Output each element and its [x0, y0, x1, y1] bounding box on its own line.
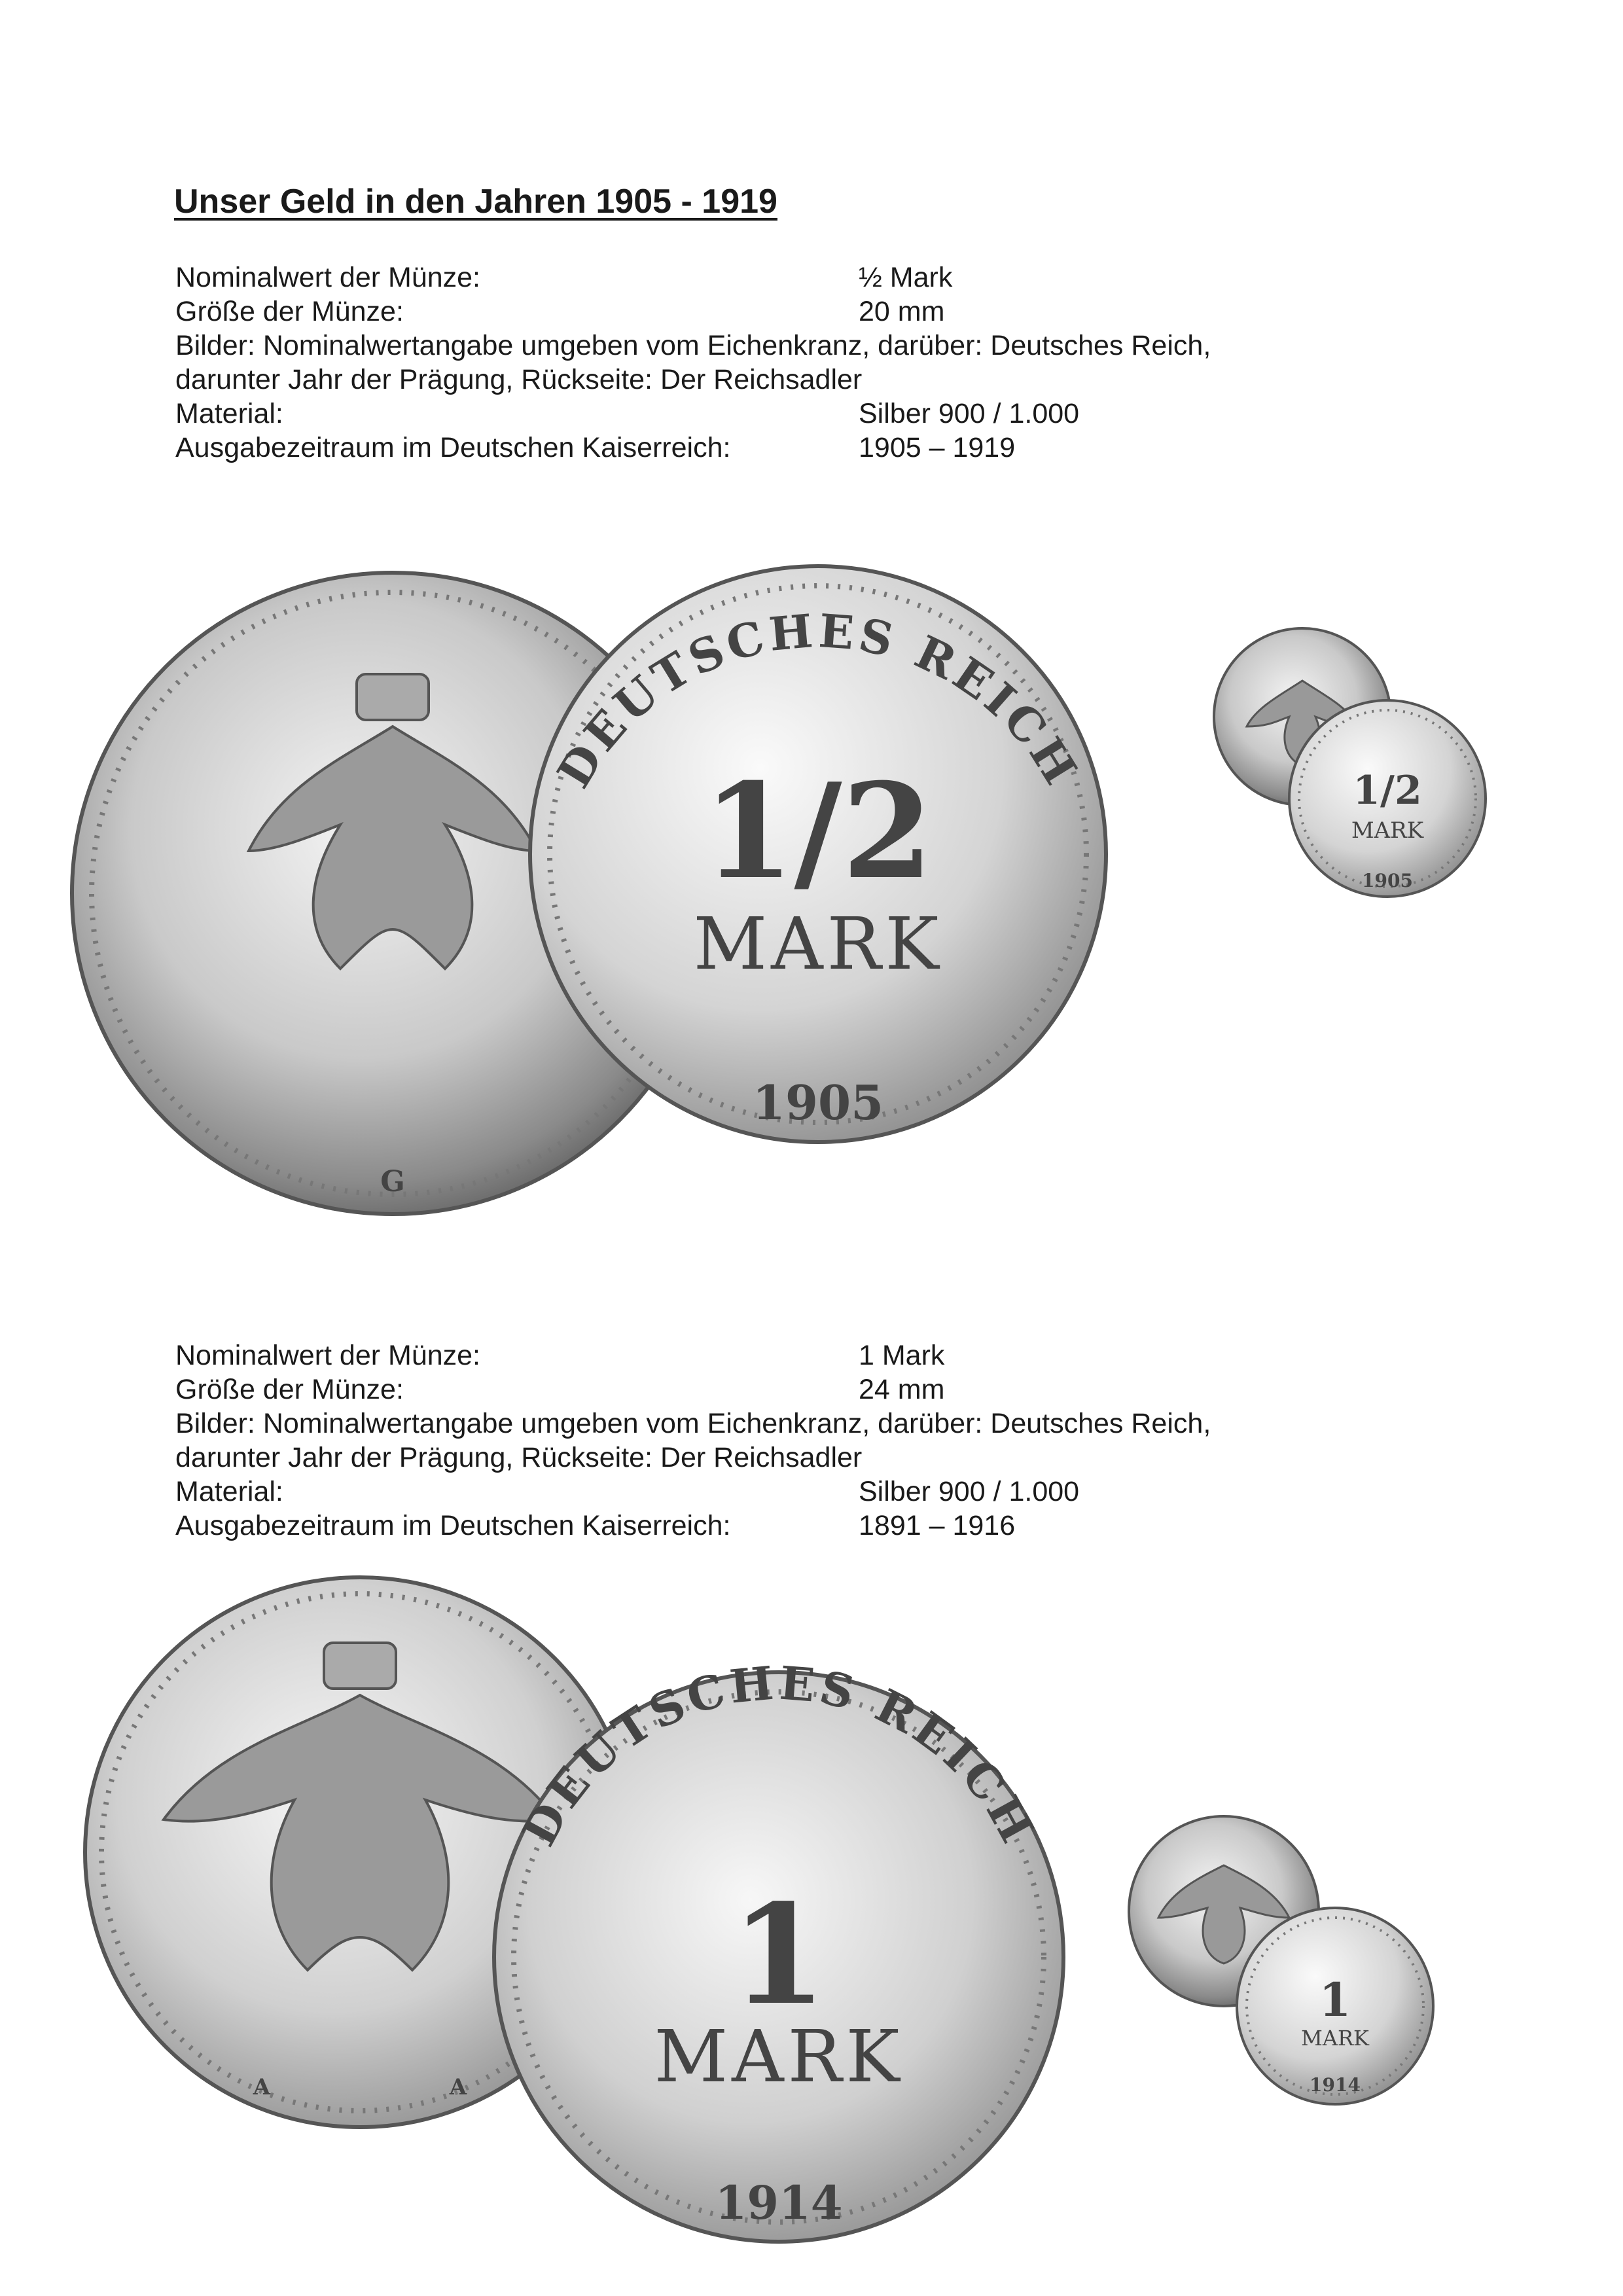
info-value: 24 mm	[859, 1374, 945, 1405]
one-mark-coins-small	[1129, 1816, 1433, 2104]
mint-mark: A	[253, 2074, 271, 2100]
small-coin-value: 1	[1319, 1973, 1351, 2027]
info-value: 1905 – 1919	[859, 432, 1016, 463]
coin-year: 1914	[715, 2176, 843, 2230]
small-coin-denomination: MARK	[1351, 817, 1424, 844]
coin-denomination: MARK	[693, 902, 943, 986]
half-mark-coin-images	[0, 511, 1623, 1296]
coin-legend: DEUTSCHES REICH	[546, 603, 1090, 797]
info-label: Nominalwert der Münze:	[175, 262, 481, 293]
value-coin-obverse-large	[530, 566, 1106, 1142]
coin-legend: DEUTSCHES REICH	[511, 1655, 1046, 1855]
info-label: Größe der Münze:	[175, 296, 404, 327]
coin-denomination: MARK	[654, 2015, 904, 2098]
info-description: darunter Jahr der Prägung, Rückseite: Der Reichsadler	[175, 364, 863, 395]
info-description: Bilder: Nominalwertangabe umgeben vom Eichenkranz, darüber: Deutsches Reich,	[175, 1408, 1211, 1439]
info-label: Ausgabezeitraum im Deutschen Kaiserreich:	[175, 432, 731, 463]
mint-mark: A	[449, 2074, 467, 2100]
info-label: Ausgabezeitraum im Deutschen Kaiserreich:	[175, 1510, 731, 1541]
value-coin-obverse-large	[494, 1655, 1063, 2242]
small-coin-value: 1/2	[1353, 768, 1422, 814]
info-label: Material:	[175, 1476, 283, 1507]
small-coin-year: 1914	[1310, 2074, 1361, 2096]
info-value: Silber 900 / 1.000	[859, 1476, 1080, 1507]
info-label: Nominalwert der Münze:	[175, 1340, 481, 1371]
coin-value: 1/2	[703, 755, 933, 908]
info-value: 1 Mark	[859, 1340, 945, 1371]
coin-value: 1	[730, 1874, 827, 2036]
info-description: Bilder: Nominalwertangabe umgeben vom Eichenkranz, darüber: Deutsches Reich,	[175, 330, 1211, 361]
info-value: 1891 – 1916	[859, 1510, 1016, 1541]
info-value: ½ Mark	[859, 262, 953, 293]
info-description: darunter Jahr der Prägung, Rückseite: Der Reichsadler	[175, 1442, 863, 1473]
small-coin-denomination: MARK	[1301, 2026, 1369, 2051]
small-coin-year: 1905	[1362, 870, 1413, 891]
page-title: Unser Geld in den Jahren 1905 - 1919	[174, 183, 777, 221]
coin-year: 1905	[752, 1075, 884, 1130]
info-label: Material:	[175, 398, 283, 429]
one-mark-coin-images	[0, 1571, 1623, 2265]
half-mark-coins-small	[1214, 628, 1486, 897]
info-value: 20 mm	[859, 296, 945, 327]
info-value: Silber 900 / 1.000	[859, 398, 1080, 429]
info-label: Größe der Münze:	[175, 1374, 404, 1405]
mint-mark: G	[380, 1165, 405, 1198]
